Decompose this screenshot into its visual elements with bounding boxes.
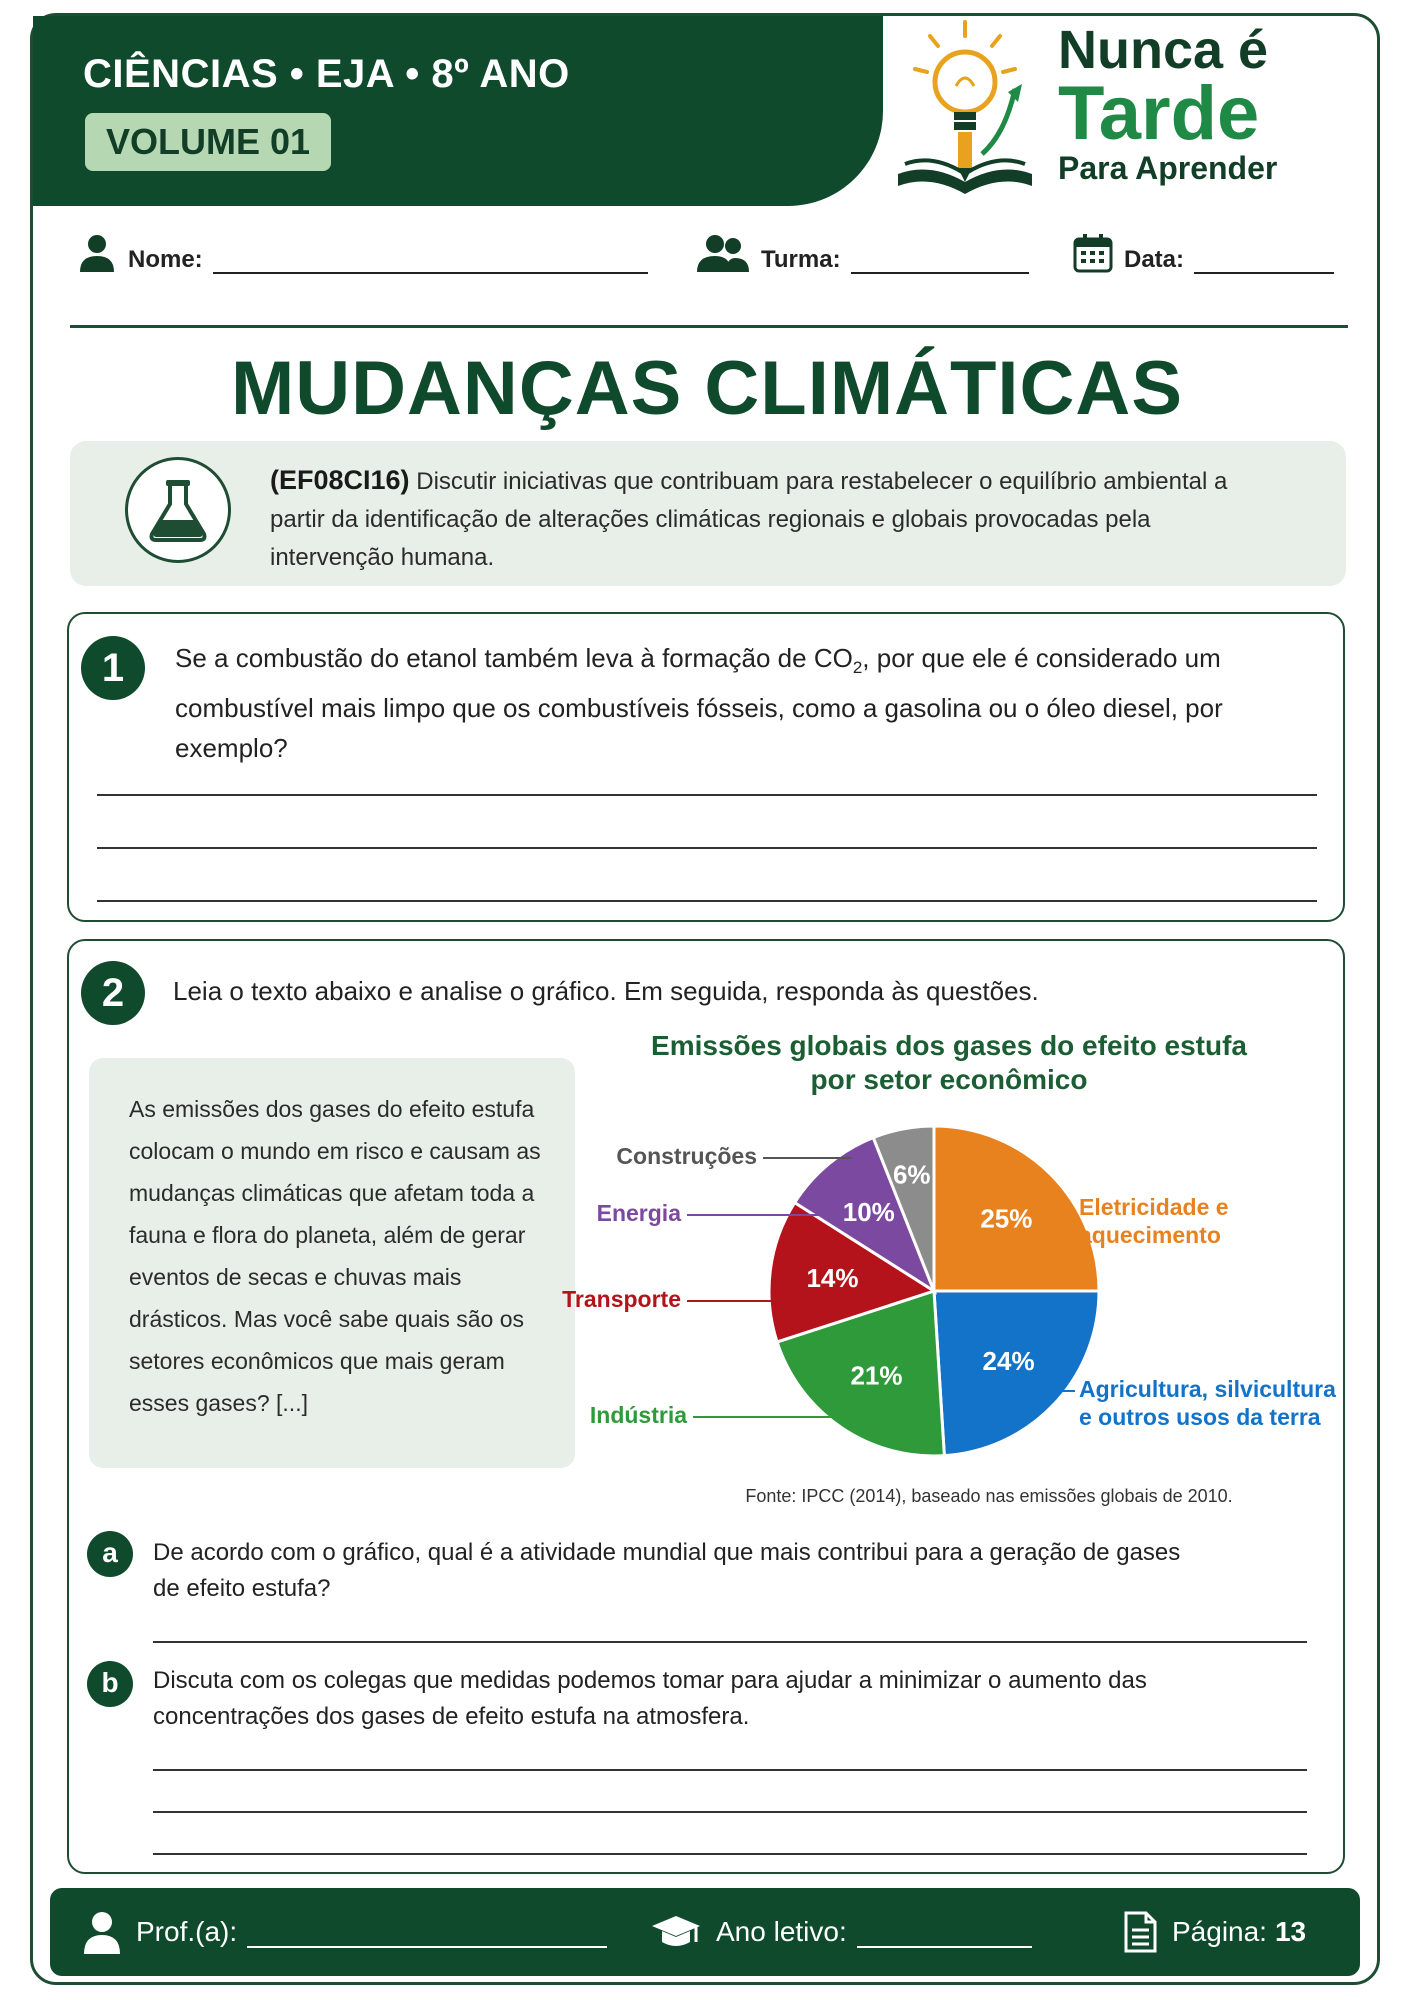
question-1-box [67, 612, 1345, 922]
teacher-field[interactable] [82, 1910, 607, 1954]
school-year-field[interactable] [650, 1910, 1032, 1954]
page-title: MUDANÇAS CLIMÁTICAS [230, 346, 1184, 431]
teacher-answer-line[interactable] [247, 1916, 607, 1948]
pie-value-label: 21% [850, 1360, 903, 1391]
question-1-text-b: , por que ele é considerado um combustível mais limpo que os combustíveis fósseis, como a gasolina ou o óleo diesel, por exemplo? [175, 643, 1223, 764]
answer-line[interactable] [97, 900, 1317, 902]
header-band [33, 16, 883, 206]
answer-line[interactable] [153, 1641, 1307, 1643]
graduation-cap-icon [650, 1910, 702, 1954]
name-label: Nome: [128, 246, 203, 273]
question-1-number: 1 [81, 636, 145, 700]
class-label: Turma: [761, 246, 841, 273]
footer-bar [50, 1888, 1360, 1976]
pie-category-label: Transporte [562, 1286, 681, 1312]
pie-category-label: Construções [616, 1143, 757, 1169]
name-answer-line[interactable] [213, 246, 648, 274]
pie-chart [562, 1101, 1349, 1461]
skill-description [270, 461, 1280, 577]
reading-text: As emissões dos gases do efeito estufa colocam o mundo em risco e causam as mudanças climáticas que afetam toda a fauna e flora do planeta, além de gerar eventos de secas e chuvas mais drásticos. Mas você sabe quais são os setores econômicos que mais geram esses gases? [...] [129, 1096, 541, 1416]
question-1-text [175, 638, 1315, 768]
header-divider [70, 325, 1348, 328]
question-1-text-a: Se a combustão do etanol também leva à formação de CO [175, 643, 853, 673]
volume-badge: VOLUME 01 [85, 113, 331, 171]
skill-text: Discutir iniciativas que contribuam para restabelecer o equilíbrio ambiental a partir da identificação de alterações climáticas regionais e globais provocadas pela intervenção humana. [270, 468, 1228, 571]
answer-line[interactable] [97, 847, 1317, 849]
person-icon [82, 1910, 122, 1954]
lightbulb-book-icon [890, 14, 1040, 204]
pie-category-label: Energia [596, 1200, 681, 1226]
answer-line[interactable] [97, 794, 1317, 796]
pie-value-label: 10% [842, 1197, 895, 1228]
question-2-instruction: Leia o texto abaixo e analise o gráfico. Em seguida, responda às questões. [173, 976, 1039, 1006]
pie-value-label: 25% [980, 1203, 1033, 1234]
sub-question-b-text: Discuta com os colegas que medidas podemos tomar para ajudar a minimizar o aumento das concentrações dos gases de efeito estufa na atmosfera. [153, 1667, 1147, 1730]
page-label: Página: [1172, 1916, 1267, 1947]
sub-question-b-badge: b [87, 1661, 133, 1707]
pie-value-label: 24% [982, 1346, 1035, 1377]
chart-title: Emissões globais dos gases do efeito estufa por setor econômico [651, 1030, 1247, 1095]
group-icon [695, 232, 751, 274]
pie-value-label: 14% [806, 1263, 859, 1294]
logo-line-2: Tarde [1058, 71, 1260, 156]
school-year-answer-line[interactable] [857, 1916, 1032, 1948]
question-2-number: 2 [81, 961, 145, 1025]
calendar-icon [1072, 232, 1114, 274]
name-field[interactable] [76, 234, 648, 274]
pie-category-label: Eletricidade e aquecimento [1079, 1194, 1229, 1248]
school-year-label: Ano letivo: [716, 1916, 847, 1947]
class-answer-line[interactable] [851, 246, 1029, 274]
skill-code: (EF08CI16) [270, 465, 410, 495]
question-2-box [67, 939, 1345, 1874]
sub-question-a-text: De acordo com o gráfico, qual é a atividade mundial que mais contribui para a geração de gases de efeito estufa? [153, 1539, 1181, 1602]
date-label: Data: [1124, 246, 1185, 273]
co2-subscript: 2 [852, 658, 863, 678]
date-answer-line[interactable] [1194, 246, 1334, 274]
subject-line: CIÊNCIAS • EJA • 8º ANO [83, 52, 570, 96]
logo-line-1: Nunca é [1058, 20, 1269, 80]
date-field[interactable] [1072, 234, 1334, 274]
answer-line[interactable] [153, 1811, 1307, 1813]
brand-logo-text [1058, 22, 1277, 186]
answer-line[interactable] [153, 1853, 1307, 1855]
pie-value-label: 6% [892, 1159, 931, 1190]
logo-line-3: Para Aprender [1058, 150, 1278, 186]
teacher-label: Prof.(a): [136, 1916, 238, 1947]
pie-category-label: Indústria [589, 1402, 687, 1428]
sub-question-a-badge: a [87, 1531, 133, 1577]
skill-box [70, 441, 1346, 586]
class-field[interactable] [695, 234, 1029, 274]
flask-icon [125, 457, 231, 563]
document-icon [1122, 1910, 1158, 1954]
chart-source: Fonte: IPCC (2014), baseado nas emissões globais de 2010. [745, 1486, 1233, 1506]
pie-category-label: Agricultura, silvicultura e outros usos da terra [1079, 1376, 1336, 1430]
page-number: 13 [1274, 1916, 1307, 1947]
answer-line[interactable] [153, 1769, 1307, 1771]
page-number-area [1122, 1910, 1306, 1954]
reading-box [89, 1058, 575, 1468]
person-icon [76, 232, 118, 274]
